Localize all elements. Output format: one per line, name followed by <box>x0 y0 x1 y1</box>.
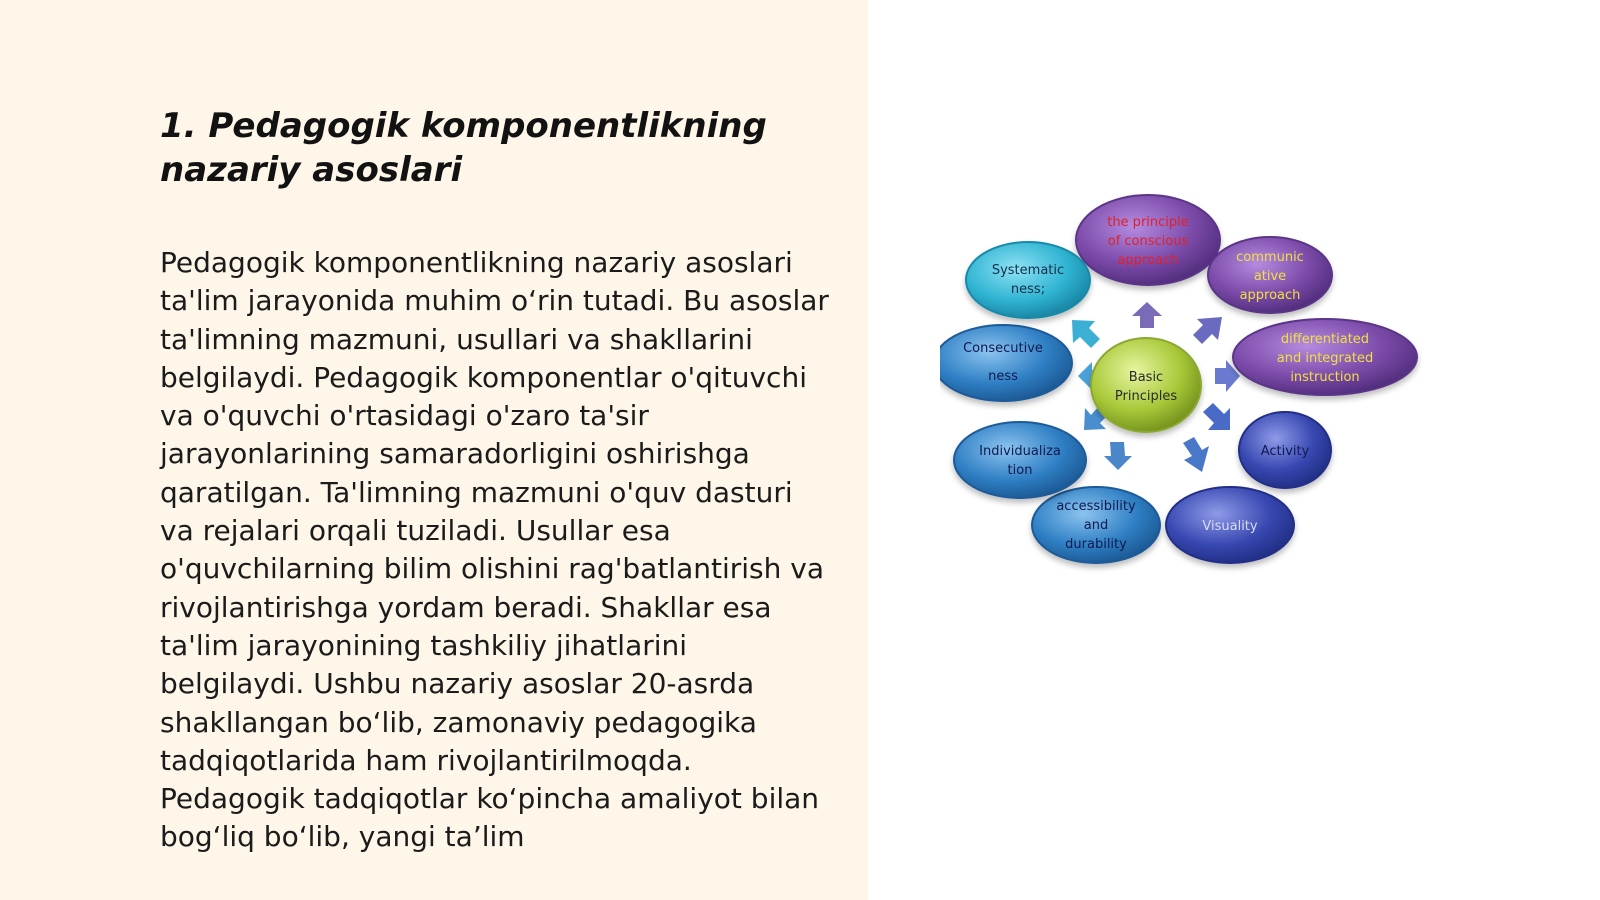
node-label: Systematic <box>991 263 1065 278</box>
node-label: Visuality <box>1202 519 1258 534</box>
node-label: tion <box>1007 463 1033 478</box>
slide-body-text: Pedagogik komponentlikning nazariy asoslari ta'lim jarayonida muhim o‘rin tutadi. Bu asoslar ta'limning mazmuni, usullari va shakllarini belgilaydi. Pedagogik komponentlar o'qituvchi va o'quvchi o'rtasidagi o'zaro ta'sir jarayonlarining samaradorligini oshirishga qaratilgan. Ta'limning mazmuni o'quv dasturi va rejalari orqali tuziladi. Usullar esa o'quvchilarning bilim olishini rag'batlantirish va rivojlantirishga yordam beradi. Shakllar esa ta'lim jarayonining tashkiliy jihatlarini belgilaydi. Ushbu nazariy asoslar 20-asrda shakllangan bo‘lib, zamonaviy pedagogika tadqiqotlarida ham rivojlantirilmoqda. Pedagogik tadqiqotlar ko‘pincha amaliyot bilan bog‘liq bo‘lib, yangi ta’lim <box>160 246 829 854</box>
node-label: ness <box>988 369 1018 384</box>
node-label: ness; <box>1010 282 1046 297</box>
node-label: instruction <box>1290 370 1360 385</box>
node-label: and integrated <box>1276 351 1374 366</box>
arrow-down-right-icon-2 <box>1183 437 1209 472</box>
arrow-up-right-icon <box>1193 317 1222 344</box>
node-individualization <box>954 422 1086 498</box>
slide-title: 1. Pedagogik komponentlikning nazariy asoslari <box>160 106 767 190</box>
node-label: Consecutive <box>963 341 1043 356</box>
center-label-line-1: Basic <box>1128 370 1164 385</box>
center-node <box>1091 338 1201 432</box>
arrow-up-left-icon <box>1072 320 1100 348</box>
arrow-down-right-icon <box>1203 403 1230 430</box>
node-label: of conscious <box>1107 234 1189 249</box>
node-label: Individualiza <box>979 444 1061 459</box>
node-label: approach <box>1239 288 1301 303</box>
node-label: accessibility <box>1056 499 1136 514</box>
arrow-down-icon <box>1104 442 1132 470</box>
node-label: ative <box>1253 269 1287 284</box>
basic-principles-diagram <box>940 190 1460 590</box>
node-label: Activity <box>1260 444 1310 459</box>
node-systematicness <box>966 242 1090 318</box>
arrow-up-icon <box>1132 302 1162 328</box>
node-label: communic <box>1236 250 1304 265</box>
node-label: approach <box>1117 253 1179 268</box>
node-label: the principle <box>1107 215 1189 230</box>
node-label: durability <box>1065 537 1127 552</box>
node-consecutiveness <box>940 325 1072 401</box>
node-label: differentiated <box>1280 332 1370 347</box>
center-label-line-2: Principles <box>1114 389 1178 404</box>
node-label: and <box>1083 518 1109 533</box>
